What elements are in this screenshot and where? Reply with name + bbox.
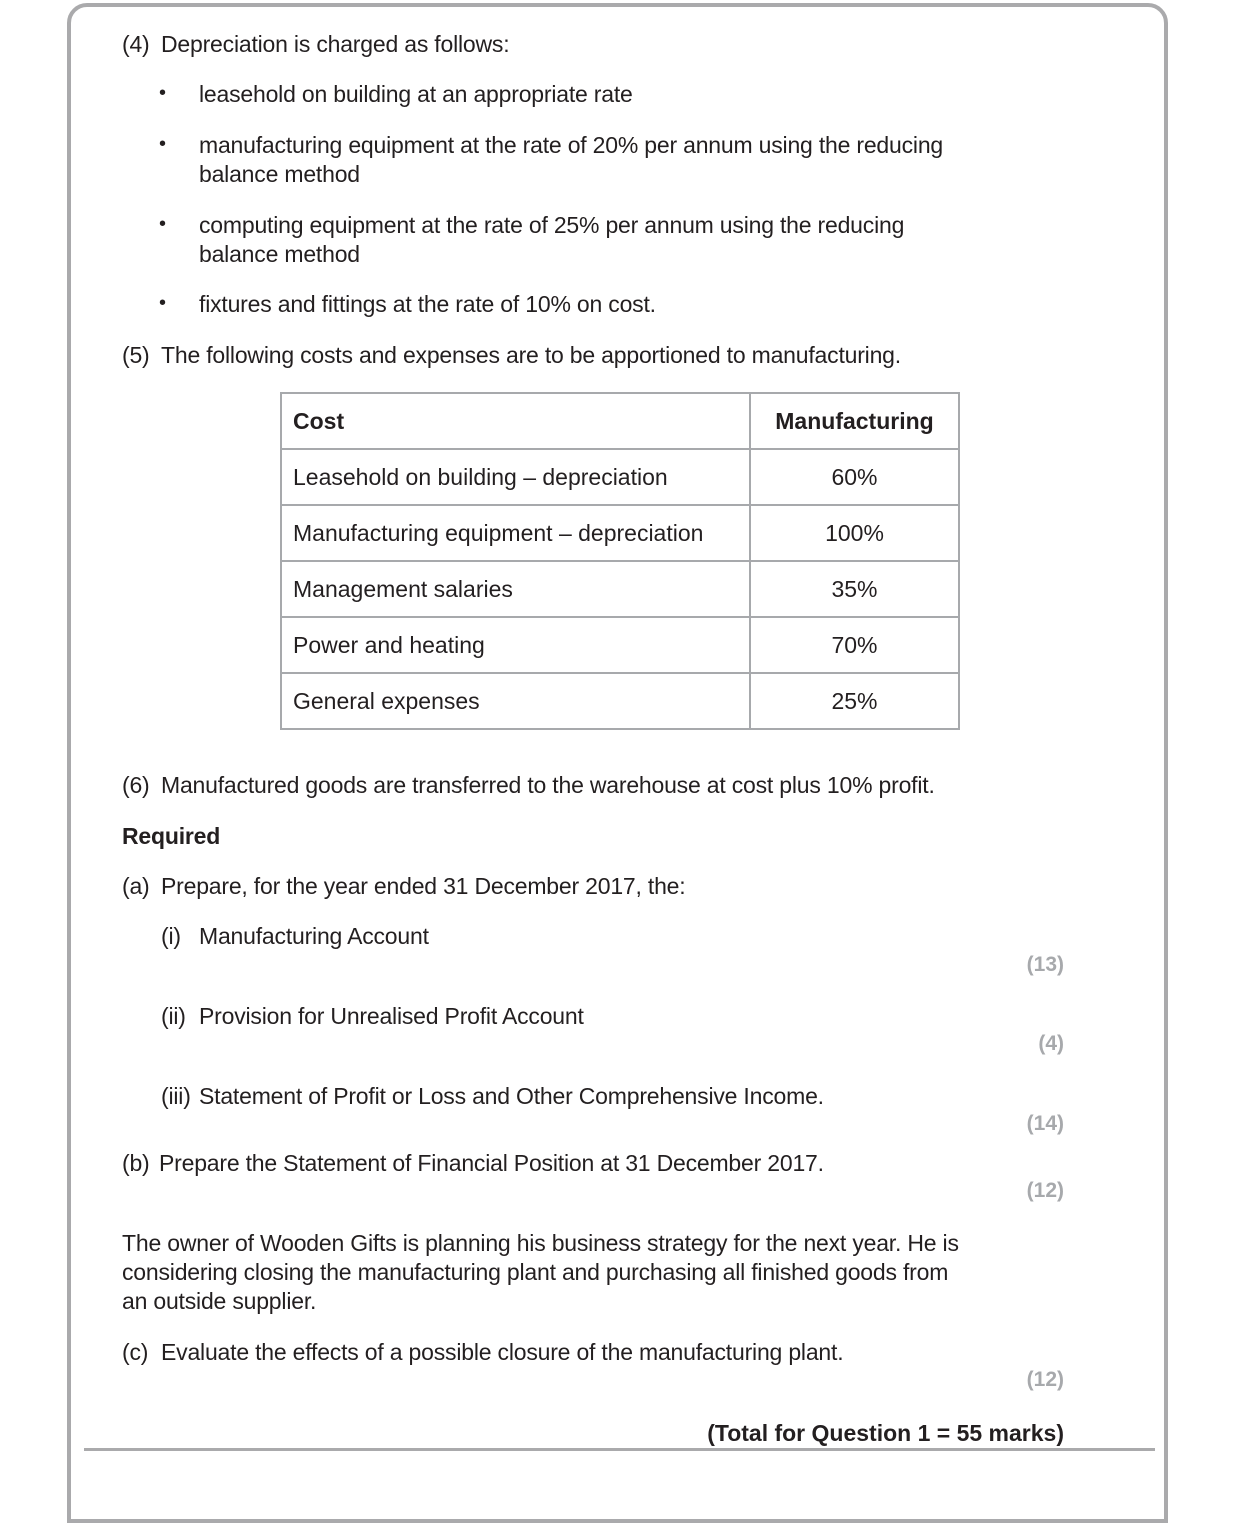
bottom-divider [84, 1448, 1155, 1451]
note-5-label: (5) [122, 342, 150, 368]
part-c-text: Evaluate the effects of a possible closure of the manufacturing plant. [161, 1339, 844, 1365]
depreciation-bullet-3-line-2: balance method [199, 241, 360, 267]
note-5-text: The following costs and expenses are to be apportioned to manufacturing. [161, 342, 901, 368]
manufacturing-cell: 35% [750, 561, 959, 617]
bullet-icon: • [159, 213, 167, 235]
bullet-icon: • [159, 292, 167, 314]
note-6-text: Manufactured goods are transferred to the warehouse at cost plus 10% profit. [161, 772, 935, 798]
table-row [281, 673, 959, 729]
part-a-ii-label: (ii) [161, 1003, 186, 1029]
note-4-text: Depreciation is charged as follows: [161, 31, 510, 57]
part-a-label: (a) [122, 873, 150, 899]
table-header-row [281, 393, 959, 449]
cost-cell: Leasehold on building – depreciation [281, 449, 750, 505]
table-row [281, 617, 959, 673]
depreciation-bullet-3-line-1: computing equipment at the rate of 25% per annum using the reducing [199, 212, 905, 238]
marks-a-iii: (14) [1026, 1112, 1064, 1135]
manufacturing-cell: 25% [750, 673, 959, 729]
part-a-text: Prepare, for the year ended 31 December 2017, the: [161, 873, 686, 899]
header-cost: Cost [281, 393, 750, 449]
question-total: (Total for Question 1 = 55 marks) [707, 1420, 1064, 1446]
table-row [281, 505, 959, 561]
note-6-label: (6) [122, 772, 150, 798]
table-row [281, 449, 959, 505]
manufacturing-cell: 100% [750, 505, 959, 561]
part-a-ii-text: Provision for Unrealised Profit Account [199, 1003, 584, 1029]
part-a-iii-label: (iii) [161, 1083, 191, 1109]
bullet-icon: • [159, 133, 167, 155]
scenario-line-2: considering closing the manufacturing plant and purchasing all finished goods from [122, 1259, 949, 1285]
scenario-line-3: an outside supplier. [122, 1288, 317, 1314]
marks-b: (12) [1026, 1179, 1064, 1202]
table-row [281, 561, 959, 617]
note-4-label: (4) [122, 31, 150, 57]
cost-cell: General expenses [281, 673, 750, 729]
required-heading: Required [122, 823, 221, 849]
bullet-icon: • [159, 82, 167, 104]
depreciation-bullet-1: leasehold on building at an appropriate rate [199, 81, 633, 107]
depreciation-bullet-2-line-2: balance method [199, 161, 360, 187]
marks-a-ii: (4) [1038, 1032, 1064, 1055]
header-manufacturing: Manufacturing [750, 393, 959, 449]
apportionment-table [280, 392, 960, 730]
marks-a-i: (13) [1026, 953, 1064, 976]
cost-cell: Power and heating [281, 617, 750, 673]
depreciation-bullet-2-line-1: manufacturing equipment at the rate of 20% per annum using the reducing [199, 132, 944, 158]
part-a-i-label: (i) [161, 923, 181, 949]
part-a-i-text: Manufacturing Account [199, 923, 429, 949]
marks-c: (12) [1026, 1368, 1064, 1391]
part-c-label: (c) [122, 1339, 149, 1365]
manufacturing-cell: 70% [750, 617, 959, 673]
part-b-label: (b) [122, 1150, 150, 1176]
cost-cell: Manufacturing equipment – depreciation [281, 505, 750, 561]
manufacturing-cell: 60% [750, 449, 959, 505]
cost-cell: Management salaries [281, 561, 750, 617]
scenario-line-1: The owner of Wooden Gifts is planning his business strategy for the next year. He is [122, 1230, 959, 1256]
depreciation-bullet-4: fixtures and fittings at the rate of 10% on cost. [199, 291, 656, 317]
part-a-iii-text: Statement of Profit or Loss and Other Comprehensive Income. [199, 1083, 824, 1109]
part-b-text: Prepare the Statement of Financial Position at 31 December 2017. [159, 1150, 824, 1176]
